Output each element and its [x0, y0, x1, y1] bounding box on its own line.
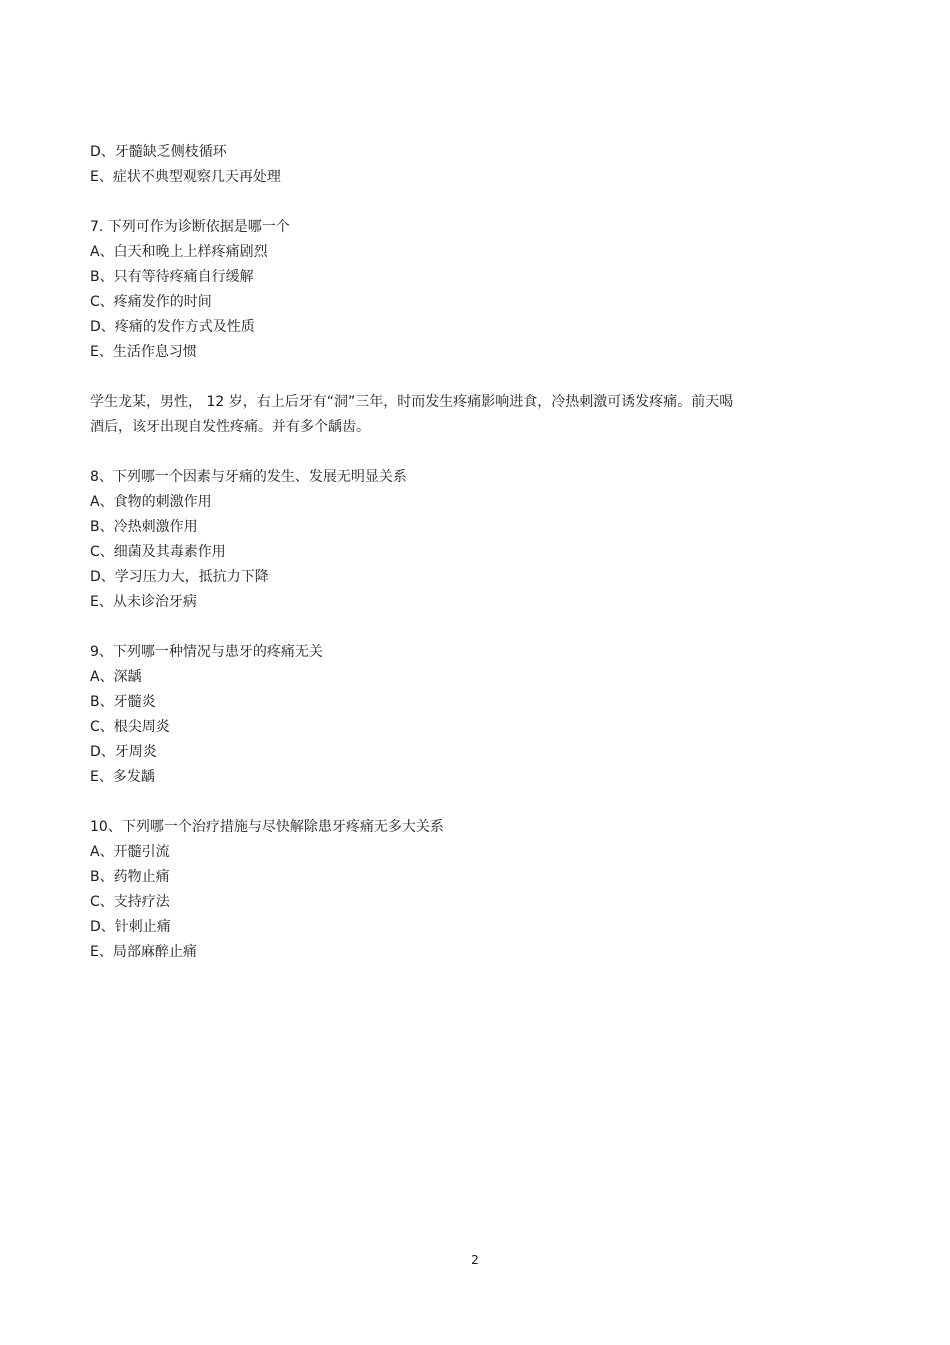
spacer [90, 190, 810, 215]
question-stem: 9、下列哪一种情况与患牙的疼痛无关 [90, 644, 323, 660]
question-stem: 8、下列哪一个因素与牙痛的发生、发展无明显关系 [90, 469, 407, 485]
option-item: A、白天和晚上上样疼痛剧烈 [90, 244, 268, 260]
option-item: B、只有等待疼痛自行缓解 [90, 269, 254, 285]
option-item: A、开髓引流 [90, 844, 170, 860]
option-item: D、针刺止痛 [90, 919, 171, 935]
option-item: D、疼痛的发作方式及性质 [90, 319, 255, 335]
option-item: D、牙周炎 [90, 744, 157, 760]
question-stem: 7. 下列可作为诊断依据是哪一个 [90, 219, 290, 235]
option-item: E、生活作息习惯 [90, 344, 197, 360]
option-item: E、多发龋 [90, 769, 155, 785]
option-item: C、根尖周炎 [90, 719, 170, 735]
question-stem: 10、下列哪一个治疗措施与尽快解除患牙疼痛无多大关系 [90, 819, 444, 835]
spacer [90, 790, 810, 815]
option-item: A、深龋 [90, 669, 142, 685]
case-description [90, 390, 810, 440]
option-item: A、食物的刺激作用 [90, 494, 212, 510]
page-content [90, 140, 810, 965]
spacer [90, 440, 810, 465]
page-number: 2 [471, 1253, 479, 1267]
spacer [90, 365, 810, 390]
option-item: D、学习压力大，抵抗力下降 [90, 569, 269, 585]
option-item: B、牙髓炎 [90, 694, 156, 710]
option-item: B、药物止痛 [90, 869, 170, 885]
option-item: C、细菌及其毒素作用 [90, 544, 226, 560]
question-block [90, 465, 810, 615]
option-item: B、冷热刺激作用 [90, 519, 198, 535]
option-item: C、支持疗法 [90, 894, 170, 910]
question-block [90, 815, 810, 965]
option-item: C、疼痛发作的时间 [90, 294, 212, 310]
case-line: 学生龙某，男性， 12 岁，右上后牙有“洞”三年，时而发生疼痛影响进食，冷热刺激可诱发疼痛。前天喝 [90, 394, 734, 410]
option-item: D、牙髓缺乏侧枝循环 [90, 144, 227, 160]
option-item: E、症状不典型观察几天再处理 [90, 169, 281, 185]
carryover-options [90, 140, 810, 190]
question-block [90, 640, 810, 790]
option-item: E、局部麻醉止痛 [90, 944, 197, 960]
case-line: 酒后，该牙出现自发性疼痛。并有多个龋齿。 [90, 419, 370, 435]
question-block [90, 215, 810, 365]
option-item: E、从未诊治牙病 [90, 594, 197, 610]
spacer [90, 615, 810, 640]
